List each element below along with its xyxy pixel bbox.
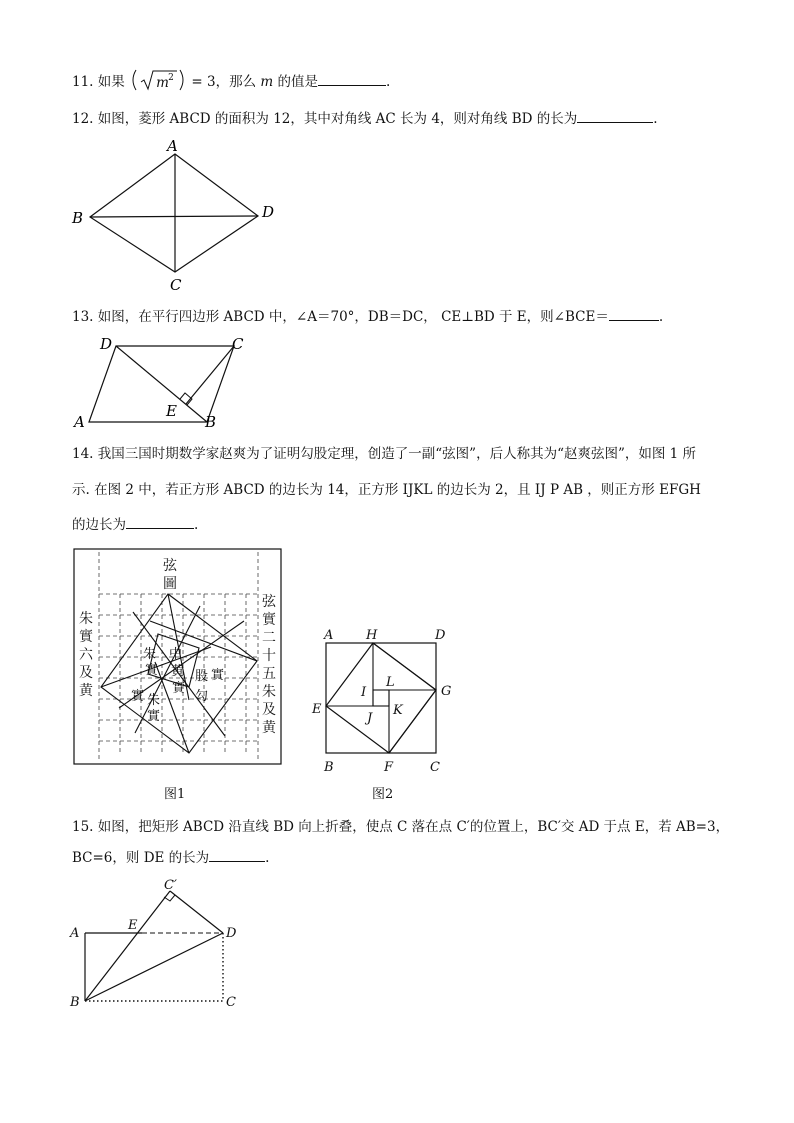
q11-end: . xyxy=(385,74,391,90)
svg-text:朱: 朱 xyxy=(262,684,276,700)
svg-text:股: 股 xyxy=(195,669,209,684)
label-a: A xyxy=(70,926,80,941)
diagonal-db xyxy=(116,346,207,422)
fig1-right-text: 弦 xyxy=(262,594,276,610)
q14-text-2: 示. 在图 2 中，若正方形 ABCD 的边长为 14，正方形 IJKL 的边长为 2，且 IJ P AB ，则正方形 EFGH xyxy=(72,482,701,498)
q11-radicand: m xyxy=(156,75,169,91)
label-c: C xyxy=(430,760,440,775)
question-14-line2 xyxy=(72,480,701,500)
label-c: C xyxy=(170,276,182,294)
label-a: A xyxy=(324,628,334,643)
q13-answer-blank[interactable] xyxy=(609,306,659,321)
fig1-left-text: 朱 xyxy=(79,611,93,627)
q11-equals: = 3 xyxy=(191,74,216,90)
square-efgh xyxy=(326,643,436,753)
label-h: H xyxy=(366,628,378,643)
rhombus-abcd xyxy=(90,154,258,272)
question-15-line2 xyxy=(72,847,269,868)
fig2-caption: 图2 xyxy=(372,787,394,802)
label-g: G xyxy=(441,684,452,699)
label-f: F xyxy=(384,760,394,775)
svg-text:黄: 黄 xyxy=(262,720,276,736)
svg-text:及: 及 xyxy=(262,702,276,718)
label-a: A xyxy=(167,137,178,155)
svg-text:實: 實 xyxy=(145,663,159,678)
q11-answer-blank[interactable] xyxy=(318,71,386,86)
svg-text:實: 實 xyxy=(79,629,93,645)
question-15-line1 xyxy=(72,817,729,837)
svg-text:二: 二 xyxy=(262,630,276,646)
svg-text:實: 實 xyxy=(211,668,225,683)
q14-answer-blank[interactable] xyxy=(126,514,194,529)
perpendicular-ce xyxy=(186,346,234,404)
q15-end: . xyxy=(265,850,270,866)
label-l: L xyxy=(386,675,395,690)
fig1-inner-text: 朱 xyxy=(143,647,157,662)
label-e: E xyxy=(312,702,322,717)
q11-question: 的值是 xyxy=(277,74,318,90)
rhombus-figure xyxy=(66,134,286,294)
fig1-caption: 图1 xyxy=(164,787,186,802)
question-13 xyxy=(72,306,663,327)
q15-answer-blank[interactable] xyxy=(209,847,265,862)
svg-text:實: 實 xyxy=(147,709,161,724)
question-11 xyxy=(72,70,390,92)
zhao-shuang-chord-diagram xyxy=(73,548,283,766)
label-d: D xyxy=(435,628,446,643)
svg-text:實: 實 xyxy=(172,681,186,696)
parallelogram-figure xyxy=(68,334,258,432)
segment-bc1 xyxy=(85,891,170,1001)
q12-text: 12. 如图，菱形 ABCD 的面积为 12，其中对角线 AC 长为 4，则对角线 BD 的长为 xyxy=(72,111,578,127)
q15-text-1: 15. 如图，把矩形 ABCD 沿直线 BD 向上折叠，使点 C 落在点 C′的位置上，BC′交 AD 于点 E，若 AB=3， xyxy=(72,819,730,835)
svg-text:黄: 黄 xyxy=(79,683,93,699)
svg-text:勾: 勾 xyxy=(195,689,209,704)
label-d: D xyxy=(100,335,113,353)
q12-answer-blank[interactable] xyxy=(577,108,653,123)
q15-text-2: BC=6，则 DE 的长为 xyxy=(72,850,210,866)
q14-end: . xyxy=(194,517,199,533)
label-d: D xyxy=(226,926,237,941)
q12-end: . xyxy=(653,111,658,127)
q11-radical-expression xyxy=(129,70,187,92)
square-efgh-figure xyxy=(306,626,456,776)
folded-rectangle-figure xyxy=(66,872,256,1018)
q11-exponent: 2 xyxy=(168,73,174,83)
svg-text:十: 十 xyxy=(262,648,276,664)
question-14-line3 xyxy=(72,514,198,535)
label-a: A xyxy=(74,413,85,431)
q13-text: 13. 如图，在平行四边形 ABCD 中，∠A＝70°，DB＝DC， CE⊥BD 于 E，则∠BCE＝ xyxy=(72,309,609,325)
label-e: E xyxy=(166,402,177,420)
label-c: C xyxy=(232,335,244,353)
label-j: J xyxy=(367,711,373,726)
label-b: B xyxy=(205,413,217,431)
svg-text:五: 五 xyxy=(262,666,276,682)
diagonal-bd xyxy=(90,216,258,217)
label-k: K xyxy=(393,703,403,718)
fig1-top-text: 弦 xyxy=(163,558,177,574)
label-c: C xyxy=(226,995,236,1010)
segment-c1d xyxy=(170,891,223,933)
svg-text:實: 實 xyxy=(262,612,276,628)
svg-text:實: 實 xyxy=(131,689,145,704)
svg-text:黄: 黄 xyxy=(171,664,185,679)
label-c-prime: C′ xyxy=(164,878,177,893)
q11-variable: m xyxy=(260,74,274,90)
svg-text:及: 及 xyxy=(79,665,93,681)
svg-text:中: 中 xyxy=(169,647,183,662)
label-i: I xyxy=(361,685,367,700)
q11-prefix: 如果 xyxy=(97,74,125,90)
svg-text:圖: 圖 xyxy=(163,576,177,592)
q11-number: 11. xyxy=(72,74,94,90)
label-b: B xyxy=(70,995,80,1010)
label-b: B xyxy=(72,209,84,227)
q14-text-1: 14. 我国三国时期数学家赵爽为了证明勾股定理，创造了一副“弦图”，后人称其为“赵爽弦图”，如图 1 所 xyxy=(72,446,697,462)
q13-end: . xyxy=(658,309,664,325)
q11-then: ，那么 xyxy=(215,74,257,90)
label-e: E xyxy=(128,918,138,933)
q14-text-3: 的边长为 xyxy=(72,517,126,533)
svg-text:六: 六 xyxy=(79,647,93,663)
question-12 xyxy=(72,108,658,129)
label-d: D xyxy=(262,203,275,221)
question-14-line1 xyxy=(72,444,696,464)
label-b: B xyxy=(324,760,334,775)
square-abcd xyxy=(326,643,436,753)
svg-text:朱: 朱 xyxy=(147,693,161,708)
diagonal-bd xyxy=(85,933,223,1001)
square-ijkl xyxy=(373,690,389,706)
